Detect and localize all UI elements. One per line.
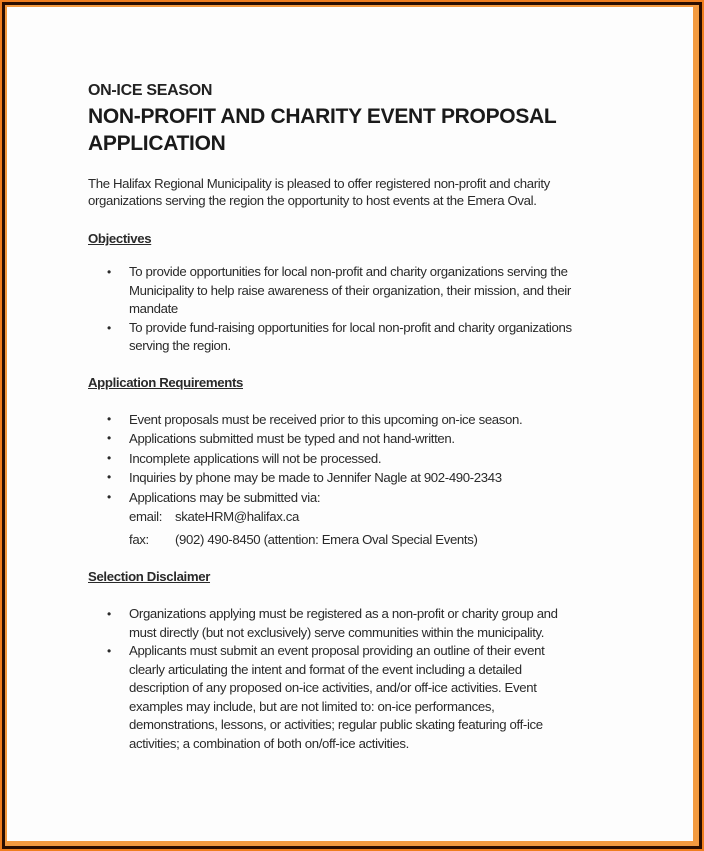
list-item <box>88 642 648 753</box>
list-item-line: Organizations applying must be registered as a non-profit or charity group and <box>129 606 558 621</box>
objectives-heading: Objectives <box>88 231 152 246</box>
list-item-line: must directly (but not exclusively) serve communities within the municipality. <box>129 624 545 640</box>
disclaimer-heading: Selection Disclaimer <box>88 569 211 584</box>
list-item-line: Event proposals must be received prior to this upcoming on-ice season. <box>129 411 523 427</box>
list-item <box>88 488 648 550</box>
intro-paragraph <box>88 175 648 209</box>
bullet-icon: • <box>107 607 111 621</box>
list-item-line: demonstrations, lessons, or activities; regular public skating featuring off-ice <box>129 717 543 732</box>
bullet-icon: • <box>107 489 111 504</box>
list-item-line: To provide opportunities for local non-profit and charity organizations serving the <box>129 264 568 279</box>
document-kicker: ON-ICE SEASON <box>88 82 213 99</box>
contact-email <box>129 507 648 527</box>
bullet-icon: • <box>107 320 111 335</box>
list-item-line: Applicants must submit an event proposal providing an outline of their event <box>129 643 545 658</box>
list-item <box>88 410 648 430</box>
list-item-line: mandate <box>129 301 178 316</box>
fax-label: fax: <box>129 531 149 547</box>
objectives-list <box>88 263 648 356</box>
list-item <box>88 605 648 642</box>
list-item-line: Incomplete applications will not be processed. <box>129 450 382 466</box>
list-item-line: examples may include, but are not limited to: on-ice performances, <box>129 698 495 714</box>
requirements-list <box>88 410 648 550</box>
disclaimer-list <box>88 605 648 753</box>
bullet-icon: • <box>107 431 111 445</box>
bullet-icon: • <box>107 411 111 426</box>
list-item <box>88 319 648 356</box>
list-item-line: clearly articulating the intent and format of the event including a detailed <box>129 661 522 677</box>
title-line-1: NON-PROFIT AND CHARITY EVENT PROPOSAL <box>88 105 557 128</box>
bullet-icon: • <box>107 265 111 279</box>
email-value: skateHRM@halifax.ca <box>175 509 300 524</box>
bullet-icon: • <box>107 450 111 465</box>
requirements-heading: Application Requirements <box>88 374 244 390</box>
document-content <box>88 81 648 753</box>
title-line-2: APPLICATION <box>88 132 226 155</box>
bullet-icon: • <box>107 644 111 658</box>
intro-line-1: The Halifax Regional Municipality is pleased to offer registered non-profit and charity <box>88 176 550 191</box>
list-item-line: description of any proposed on-ice activities, and/or off-ice activities. Event <box>129 680 537 695</box>
contact-fax <box>129 530 648 550</box>
document-title <box>88 103 648 157</box>
intro-line-2: organizations serving the region the opportunity to host events at the Emera Oval. <box>88 193 537 208</box>
list-item-line: serving the region. <box>129 338 231 353</box>
list-item-line: To provide fund-raising opportunities for local non-profit and charity organizations <box>129 319 572 335</box>
list-item <box>88 429 648 449</box>
list-item-line: Applications may be submitted via: <box>129 489 321 505</box>
bullet-icon: • <box>107 470 111 484</box>
list-item <box>88 263 648 319</box>
list-item <box>88 468 648 488</box>
list-item-line: Inquiries by phone may be made to Jennifer Nagle at 902-490-2343 <box>129 470 502 485</box>
fax-value: (902) 490-8450 (attention: Emera Oval Special Events) <box>175 531 478 547</box>
list-item-line: Municipality to help raise awareness of their organization, their mission, and their <box>129 282 571 298</box>
list-item-line: Applications submitted must be typed and not hand-written. <box>129 431 455 446</box>
list-item-line: activities; a combination of both on/off-ice activities. <box>129 735 409 751</box>
list-item <box>88 449 648 469</box>
document-page <box>7 7 693 841</box>
email-label: email: <box>129 509 163 524</box>
